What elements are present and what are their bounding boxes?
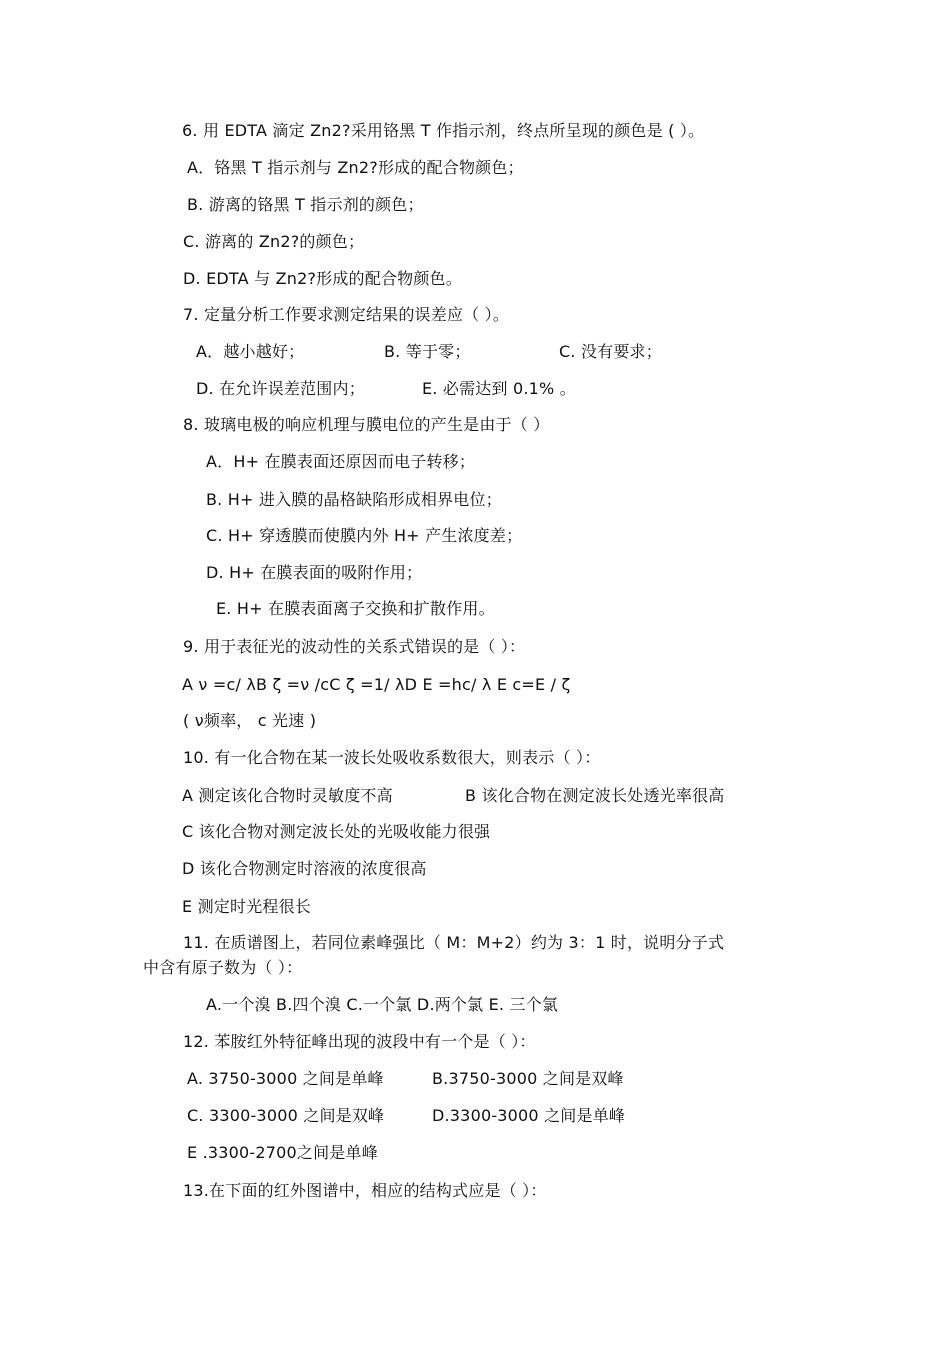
q8-option-e: E. H+ 在膜表面离子交换和扩散作用。 [216, 599, 495, 618]
q7-option-c: C. 没有要求； [559, 342, 662, 361]
q8-option-d: D. H+ 在膜表面的吸附作用； [206, 563, 423, 582]
q12-option-a: A. 3750-3000 之间是单峰 [187, 1069, 384, 1088]
q10-option-d: D 该化合物测定时溶液的浓度很高 [182, 859, 427, 878]
q12-option-d: D.3300-3000 之间是单峰 [432, 1106, 626, 1125]
q11-options: A.一个溴 B.四个溴 C.一个氯 D.两个氯 E. 三个氯 [206, 995, 559, 1014]
q6-option-d: D. EDTA 与 Zn2?形成的配合物颜色。 [183, 269, 462, 288]
question-11-line-1: 11. 在质谱图上，若同位素峰强比（ M：M+2）约为 3：1 时，说明分子式 [183, 933, 725, 952]
q7-option-b: B. 等于零； [384, 342, 471, 361]
q10-option-c: C 该化合物对测定波长处的光吸收能力很强 [182, 822, 491, 841]
q6-option-b: B. 游离的铬黑 T 指示剂的颜色； [187, 195, 424, 214]
question-7: 7. 定量分析工作要求测定结果的误差应（ ）。 [183, 305, 510, 324]
question-6: 6. 用 EDTA 滴定 Zn2?采用铬黑 T 作指示剂，终点所呈现的颜色是 ( ）。 [182, 121, 705, 140]
q12-option-e: E .3300-2700之间是单峰 [187, 1143, 378, 1162]
q6-option-c: C. 游离的 Zn2?的颜色； [183, 232, 365, 251]
q12-option-b: B.3750-3000 之间是双峰 [432, 1069, 624, 1088]
question-11-line-2: 中含有原子数为（ ）： [143, 958, 303, 977]
q9-note: ( ν频率， c 光速 ) [183, 711, 317, 730]
q9-formulas: A ν =c/ λB ζ =ν /cC ζ =1/ λD E =hc/ λ E c=E / ζ [182, 675, 571, 694]
q6-option-a: A．铬黑 T 指示剂与 Zn2?形成的配合物颜色； [187, 158, 524, 177]
q7-option-e: E. 必需达到 0.1% 。 [422, 379, 576, 398]
q12-option-c: C. 3300-3000 之间是双峰 [187, 1106, 385, 1125]
q7-option-d: D. 在允许误差范围内； [196, 379, 365, 398]
question-12: 12. 苯胺红外特征峰出现的波段中有一个是（ ）： [183, 1032, 536, 1051]
question-8: 8. 玻璃电极的响应机理与膜电位的产生是由于（ ） [183, 415, 550, 434]
q7-option-a: A．越小越好； [196, 342, 305, 361]
q8-option-c: C. H+ 穿透膜而使膜内外 H+ 产生浓度差； [206, 526, 523, 545]
q8-option-a: A．H+ 在膜表面还原因而电子转移； [206, 452, 476, 471]
question-9: 9. 用于表征光的波动性的关系式错误的是（ ）： [183, 637, 526, 656]
q10-option-b: B 该化合物在测定波长处透光率很高 [465, 786, 725, 805]
question-10: 10. 有一化合物在某一波长处吸收系数很大，则表示（ ）： [183, 748, 601, 767]
q8-option-b: B. H+ 进入膜的晶格缺陷形成相界电位； [206, 490, 502, 509]
q10-option-e: E 测定时光程很长 [182, 897, 311, 916]
question-13: 13.在下面的红外图谱中，相应的结构式应是（ ）： [183, 1181, 547, 1200]
q10-option-a: A 测定该化合物时灵敏度不高 [182, 786, 393, 805]
